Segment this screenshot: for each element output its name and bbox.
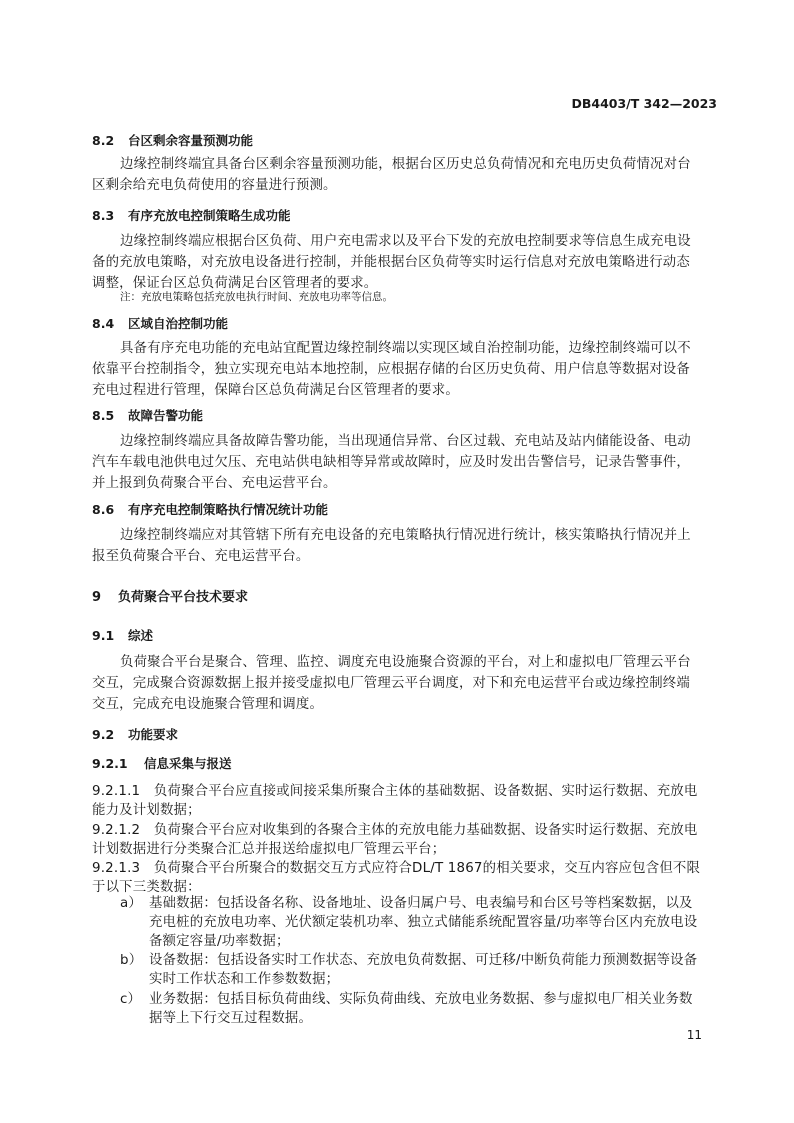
list-marker: a） xyxy=(120,896,142,911)
paragraph-line: 并上报到负荷聚合平台、充电运营平台。 xyxy=(92,476,337,491)
section-heading-8-6: 8.6 有序充电控制策略执行情况统计功能 xyxy=(92,502,329,517)
list-item-line: 充电桩的充放电功率、光伏额定装机功率、独立式储能系统配置容量/功率等台区内充放电设 xyxy=(149,915,698,930)
paragraph-line: 交互，完成聚合资源数据上报并接受虚拟电厂管理云平台调度，对下和充电运营平台或边缘控制终端 xyxy=(92,676,690,691)
paragraph-line: 依靠平台控制指令，独立实现充电站本地控制，应根据存储的台区历史负荷、用户信息等数据对设备 xyxy=(92,362,690,377)
list-item-line: 业务数据：包括目标负荷曲线、实际负荷曲线、充放电业务数据、参与虚拟电厂相关业务数 xyxy=(149,992,693,1007)
paragraph-line: 汽车车载电池供电过欠压、充电站供电缺相等异常或故障时，应及时发出告警信号，记录告警事件， xyxy=(92,455,690,470)
paragraph-line: 充电过程进行管理，保障台区总负荷满足台区管理者的要求。 xyxy=(92,383,459,398)
paragraph-line: 区剩余给充电负荷使用的容量进行预测。 xyxy=(92,178,337,193)
section-heading-8-3: 8.3 有序充放电控制策略生成功能 xyxy=(92,208,291,223)
clause-line: 9.2.1.3 负荷聚合平台所聚合的数据交互方式应符合DL/T 1867的相关要求，交互内容应包含但不限 xyxy=(92,861,701,876)
section-heading-8-5: 8.5 故障告警功能 xyxy=(92,408,204,423)
paragraph-line: 边缘控制终端宜具备台区剩余容量预测功能，根据台区历史总负荷情况和充电历史负荷情况对台 xyxy=(120,157,691,172)
paragraph-line: 调整，保证台区总负荷满足台区管理者的要求。 xyxy=(92,276,378,291)
paragraph-line: 具备有序充电功能的充电站宜配置边缘控制终端以实现区域自治控制功能，边缘控制终端可以不 xyxy=(120,341,691,356)
list-item-line: 备额定容量/功率数据； xyxy=(149,934,290,949)
section-heading-9-1: 9.1 综述 xyxy=(92,628,154,643)
list-item-line: 基础数据：包括设备名称、设备地址、设备归属户号、电表编号和台区号等档案数据，以及 xyxy=(149,896,693,911)
paragraph-line: 备的充放电策略，对充放电设备进行控制，并能根据台区负荷等实时运行信息对充放电策略进行动态 xyxy=(92,255,690,270)
list-item-line: 据等上下行交互过程数据。 xyxy=(149,1011,313,1026)
list-marker: c） xyxy=(120,992,142,1007)
paragraph-line: 报至负荷聚合平台、充电运营平台。 xyxy=(92,549,310,564)
chapter-heading-9: 9 负荷聚合平台技术要求 xyxy=(92,590,249,605)
clause-line: 能力及计划数据； xyxy=(92,803,201,818)
paragraph-line: 负荷聚合平台是聚合、管理、监控、调度充电设施聚合资源的平台，对上和虚拟电厂管理云平台 xyxy=(120,655,691,670)
paragraph-line: 边缘控制终端应根据台区负荷、用户充电需求以及平台下发的充放电控制要求等信息生成充电设 xyxy=(120,234,691,249)
clause-line: 9.2.1.1 负荷聚合平台应直接或间接采集所聚合主体的基础数据、设备数据、实时运行数据、充放电 xyxy=(92,784,698,799)
note: 注：充放电策略包括充放电执行时间、充放电功率等信息。 xyxy=(120,291,393,303)
clause-line: 计划数据进行分类聚合汇总并报送给虚拟电厂管理云平台； xyxy=(92,842,446,857)
paragraph-line: 边缘控制终端应对其管辖下所有充电设备的充电策略执行情况进行统计，核实策略执行情况并上 xyxy=(120,528,691,543)
list-item-line: 实时工作状态和工作参数数据； xyxy=(149,972,340,987)
subsection-heading-9-2-1: 9.2.1 信息采集与报送 xyxy=(92,756,232,771)
list-item-line: 设备数据：包括设备实时工作状态、充放电负荷数据、可迁移/中断负荷能力预测数据等设备 xyxy=(149,953,698,968)
page-number: 11 xyxy=(686,1028,702,1042)
list-marker: b） xyxy=(120,953,143,968)
paragraph-line: 交互，完成充电设施聚合管理和调度。 xyxy=(92,697,324,712)
paragraph-line: 边缘控制终端应具备故障告警功能，当出现通信异常、台区过载、充电站及站内储能设备、电动 xyxy=(120,434,691,449)
section-heading-8-4: 8.4 区域自治控制功能 xyxy=(92,316,229,331)
section-heading-9-2: 9.2 功能要求 xyxy=(92,727,179,742)
document-code: DB4403/T 342—2023 xyxy=(571,96,717,111)
section-heading-8-2: 8.2 台区剩余容量预测功能 xyxy=(92,133,254,148)
clause-line: 9.2.1.2 负荷聚合平台应对收集到的各聚合主体的充放电能力基础数据、设备实时运行数据、充放电 xyxy=(92,823,698,838)
clause-line: 于以下三类数据： xyxy=(92,880,201,895)
